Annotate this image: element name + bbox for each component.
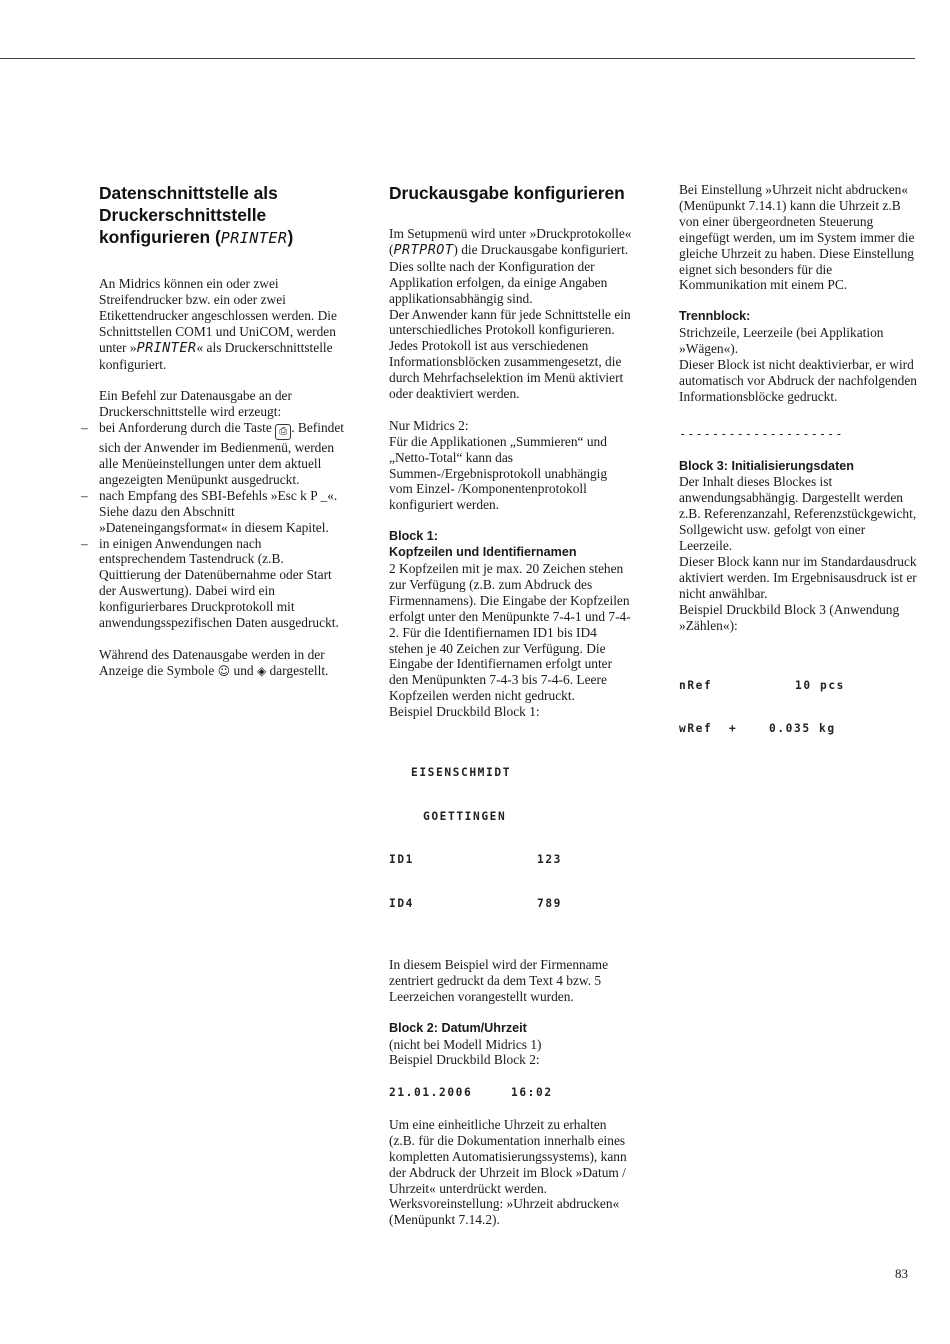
block-heading: Block 1: (389, 529, 438, 544)
paragraph: In diesem Beispiel wird der Firmenname zentriert gedruckt da dem Text 4 bzw. 5 Leerzeichen vorangestellt wurden. (389, 957, 609, 1004)
paragraph: Für die Applikationen „Summieren“ und „Netto-Total“ kann das Summen-/Ergebnisprotokoll unabhängig vom Einzel- /Komponentenprotokoll konfiguriert werden. (389, 433, 608, 513)
print-label: ID4 (389, 896, 415, 910)
paragraph: Um eine einheitliche Uhrzeit zu erhalten (z.B. für die Dokumentation innerhalb eines kompletten Automatisierungssystems), kann der Abdruck der Uhrzeit im Block »Datum / Uhrzeit« unterdrückt werden. (389, 1116, 627, 1196)
section-title-druckerschnittstelle (99, 182, 344, 249)
paragraph: Während des Datenausgabe werden in der Anzeige die Symbole ☺ und ◈ dargestellt. (99, 646, 329, 678)
print-example-block1 (389, 737, 634, 940)
print-example-block2 (389, 1086, 634, 1101)
paragraph: Der Inhalt dieses Blockes ist anwendungsabhängig. Dargestellt werden z.B. Referenzanzahl, Referenzstückgewicht, Sollgewicht usw. gefolgt von einer Leerzeile. (679, 474, 917, 554)
print-key-icon: ⎙ (275, 424, 291, 440)
paragraph: Dieser Block kann nur im Standardausdruck aktiviert werden. Im Ergebnisausdruck ist er nicht anwählbar. (679, 554, 917, 601)
lcd-text: PRINTER (136, 340, 197, 356)
paragraph: 2 Kopfzeilen mit je max. 20 Zeichen stehen zur Verfügung (z.B. zum Abdruck des Firmennamens). Die Eingabe der Kopfzeilen erfolgt unter den Menüpunkte 7-4-1 und 7-4-2. Für die Identifiernamen ID1 bis ID4 stehen je 40 Zeichen zur Verfügung. Die Eingabe der Identifiernamen erfolgt unter den Menüpunkten 7-4-3 bis 7-4-6. Leere Kopfzeilen werden nicht gedruckt. (389, 561, 631, 704)
paragraph: Ein Befehl zur Datenausgabe an der Druckerschnittstelle wird erzeugt: (99, 388, 292, 420)
lcd-text: PRINTER (220, 229, 288, 247)
print-value: 789 (537, 896, 563, 910)
paragraph: Strichzeile, Leerzeile (bei Applikation »Wägen«). (679, 325, 884, 357)
list-item: – nach Empfang des SBI-Befehls »Esc k P _«. Siehe dazu den Abschnitt »Dateneingangsformat« in diesem Kapitel. (99, 488, 344, 536)
separator-dashes: -------------------- (679, 426, 844, 441)
block-heading: Block 3: Initialisierungsdaten (679, 458, 854, 473)
print-value: 123 (537, 853, 563, 867)
paragraph: Beispiel Druckbild Block 1: (389, 704, 540, 720)
print-label: wRef (679, 722, 713, 736)
block-heading: Block 2: Datum/Uhrzeit (389, 1020, 527, 1035)
print-line: EISENSCHMIDT (411, 766, 512, 780)
lcd-text: PRTPROT (393, 242, 454, 258)
print-line: GOETTINGEN (423, 809, 507, 823)
paragraph: Bei Einstellung »Uhrzeit nicht abdrucken« (Menüpunkt 7.14.1) kann die Uhrzeit z.B von einer übergeordneten Steuerung eingefügt werden, um im System immer die gleiche Uhrzeit zu haben. Diese Einstellung eignet sich besonders für die Kommunikation mit einem PC. (679, 182, 915, 293)
paragraph: An Midrics können ein oder zwei Streifendrucker bzw. ein oder zwei Etikettendrucker angeschlossen werden. Die Schnittstellen COM1 und UniCOM, werden unter »PRINTER« als Druckerschnittstelle konfiguriert. (99, 276, 337, 372)
print-sign (729, 679, 769, 694)
paragraph: Werksvoreinstellung: »Uhrzeit abdrucken« (Menüpunkt 7.14.2). (389, 1196, 620, 1228)
title-line: Datenschnittstelle als (99, 183, 278, 203)
title-line: konfigurieren ( (99, 227, 221, 247)
block-heading: Kopfzeilen und Identifiernamen (389, 545, 577, 560)
title-line: ) (287, 227, 294, 247)
list-item: – in einigen Anwendungen nach entsprechendem Tastendruck (z.B. Quittierung der Datenübernahme oder Start der Auswertung). Dabei wird ein konfigurierbares Druckprotokoll mit anwendungsspezifischen Daten ausgedruckt. (99, 536, 344, 631)
dash-list (99, 420, 344, 631)
paragraph: Der Anwender kann für jede Schnittstelle ein unterschiedliches Protokoll konfigurieren. Jedes Protokoll ist aus verschiedenen Informationsblöcken zusammengesetzt, die durch Mehrfachselektion im Menü aktiviert oder deaktiviert werden. (389, 306, 631, 402)
section-title-druckausgabe: Druckausgabe konfigurieren (389, 183, 625, 203)
print-time: 16:02 (511, 1086, 553, 1100)
list-item: – bei Anforderung durch die Taste ⎙ . Befindet sich der Anwender im Bedienmenü, werden alle Menüeinstellungen unter dem aktuell angezeigten Menüpunkt ausgedruckt. (99, 420, 344, 488)
paragraph: Dieser Block ist nicht deaktivierbar, er wird automatisch vor Abdruck der nachfolgenden Informationsblöcke gedruckt. (679, 356, 917, 404)
paragraph: Beispiel Druckbild Block 3 (Anwendung »Zählen«): (679, 601, 900, 633)
print-date: 21.01.2006 (389, 1086, 473, 1100)
transfer-symbol-icon: ◈ (256, 663, 267, 678)
page-number: 83 (895, 1266, 908, 1281)
block-heading: Trennblock: (679, 309, 751, 324)
print-label: ID1 (389, 853, 415, 867)
print-label: nRef (679, 678, 713, 692)
top-rule (0, 58, 915, 59)
paragraph: Nur Midrics 2: (389, 417, 469, 433)
paragraph: Beispiel Druckbild Block 2: (389, 1052, 540, 1068)
column-right (679, 182, 919, 766)
column-middle (389, 182, 634, 1228)
title-line: Druckerschnittstelle (99, 205, 267, 225)
print-value: 0.035 kg (769, 722, 836, 736)
paragraph: Im Setupmenü wird unter »Druckprotokolle« (PRTPROT) die Druckausgabe konfiguriert. Dies sollte nach der Konfiguration der Applikation erfolgen, da einige Angaben applikationsabhängig sind. (389, 226, 632, 306)
print-value: 10 pcs (795, 678, 846, 692)
print-sign: + (729, 722, 738, 736)
print-example-block3 (679, 650, 919, 766)
paragraph: (nicht bei Modell Midrics 1) (389, 1036, 542, 1052)
face-symbol-icon: ☺ (217, 663, 231, 678)
column-left (99, 182, 344, 680)
